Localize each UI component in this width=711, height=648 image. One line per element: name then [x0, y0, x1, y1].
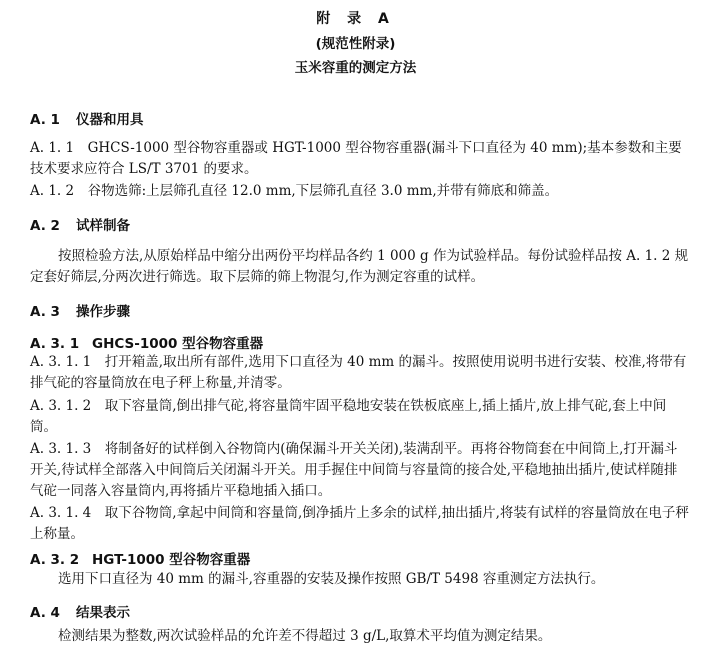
clause-a3-1-4 — [30, 503, 690, 545]
clause-a1-2 — [30, 181, 690, 202]
section-number: A. 2 — [30, 218, 60, 234]
section-title: GHCS-1000 型谷物容重器 — [92, 336, 264, 352]
clause-text: A. 3. 1. 1 打开箱盖,取出所有部件,选用下口直径为 40 mm 的漏斗。按照使用说明书进行安装、校准,将带有排气砣的容量筒放在电子秤上称量,并清零。 — [30, 354, 687, 391]
section-number: A. 3 — [30, 304, 60, 320]
clause-text: A. 3. 1. 3 将制备好的试样倒入谷物筒内(确保漏斗开关关闭),装满刮平。再将谷物筒套在中间筒上,打开漏斗开关,待试样全部落入中间筒后关闭漏斗开关。用手握住中间筒与容量筒的接合处,平稳地抽出插片,使试样随排气砣一同落入容量筒内,再将插片平稳地插入插口。 — [30, 441, 678, 499]
clause-a4-text — [30, 626, 690, 647]
clause-a3-1-3 — [30, 439, 690, 502]
section-a3-2-heading — [30, 548, 250, 568]
clause-a3-1-1 — [30, 352, 690, 394]
section-number: A. 3. 1 — [30, 336, 80, 352]
section-title: 结果表示 — [76, 605, 130, 621]
clause-text: A. 1. 2 谷物选筛:上层筛孔直径 12.0 mm,下层筛孔直径 3.0 mm,并带有筛底和筛盖。 — [30, 183, 559, 199]
section-a4-heading — [30, 601, 130, 621]
clause-text: A. 3. 1. 2 取下容量筒,倒出排气砣,将容量筒牢固平稳地安装在铁板底座上,插上插片,放上排气砣,套上中间筒。 — [30, 398, 667, 435]
appendix-subject: 玉米容重的测定方法 — [294, 60, 417, 76]
section-title: 仪器和用具 — [76, 112, 144, 128]
clause-text: A. 1. 1 GHCS-1000 型谷物容重器或 HGT-1000 型谷物容重器(漏斗下口直径为 40 mm);基本参数和主要技术要求应符合 LS/T 3701 的要求。 — [30, 140, 682, 177]
section-number: A. 1 — [30, 112, 60, 128]
appendix-type: (规范性附录) — [315, 36, 396, 52]
clause-text: 按照检验方法,从原始样品中缩分出两份平均样品各约 1 000 g 作为试验样品。每份试验样品按 A. 1. 2 规定套好筛层,分两次进行筛选。取下层筛的筛上物混匀,作为测定容重的试样。 — [30, 248, 689, 285]
section-title: HGT-1000 型谷物容重器 — [92, 552, 251, 568]
clause-a3-2-text — [30, 569, 690, 590]
section-number: A. 4 — [30, 605, 60, 621]
section-title: 操作步骤 — [76, 304, 130, 320]
clause-text: A. 3. 1. 4 取下谷物筒,拿起中间筒和容量筒,倒净插片上多余的试样,抽出插片,将装有试样的容量筒放在电子秤上称量。 — [30, 505, 689, 542]
section-a3-1-heading — [30, 332, 263, 352]
clause-a1-1 — [30, 138, 690, 180]
section-title: 试样制备 — [76, 218, 130, 234]
clause-a3-1-2 — [30, 396, 690, 438]
appendix-title: 附 录 A — [316, 11, 395, 27]
clause-a2-text — [30, 246, 690, 288]
section-number: A. 3. 2 — [30, 552, 80, 568]
section-a3-heading — [30, 300, 130, 320]
clause-text: 选用下口直径为 40 mm 的漏斗,容重器的安装及操作按照 GB/T 5498 容重测定方法执行。 — [58, 571, 605, 587]
clause-text: 检测结果为整数,两次试验样品的允许差不得超过 3 g/L,取算术平均值为测定结果。 — [58, 628, 552, 644]
section-a1-heading — [30, 108, 144, 128]
section-a2-heading — [30, 214, 130, 234]
